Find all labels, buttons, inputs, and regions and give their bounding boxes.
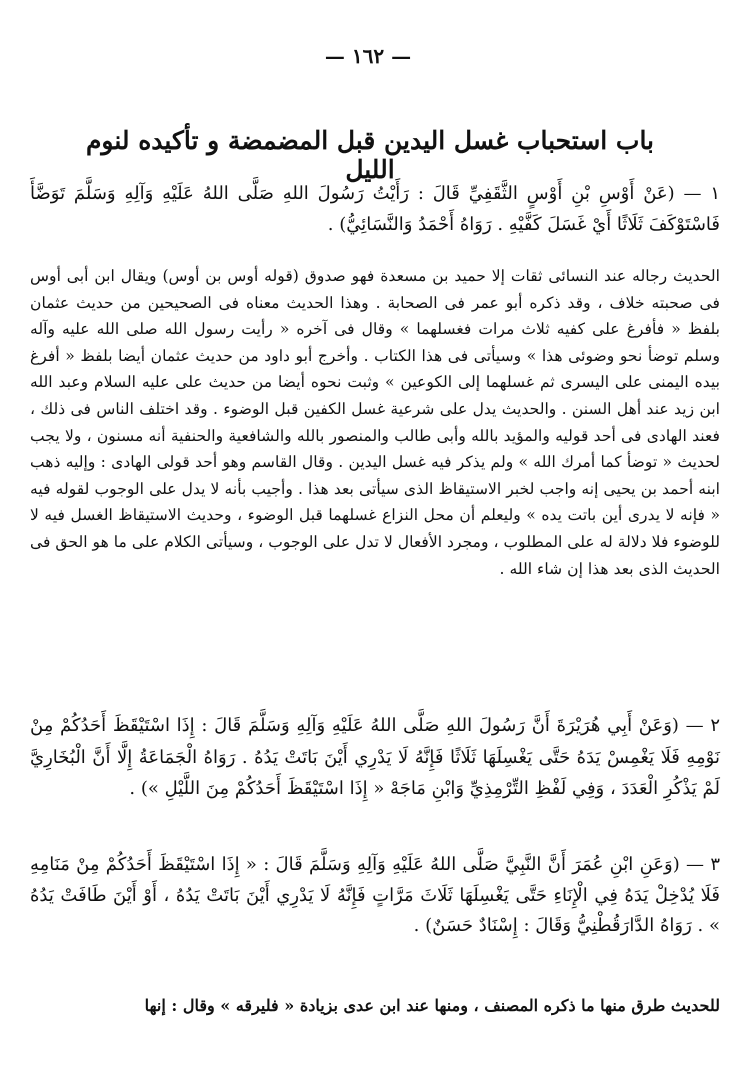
footnote-line: للحديث طرق منها ما ذكره المصنف ، ومنها عند ابن عدى بزيادة « فليرقه » وقال : إنها: [144, 996, 720, 1015]
page-number: — ١٦٢ —: [324, 44, 412, 68]
hadith-1: ١ — (عَنْ أَوْسِ بْنِ أَوْسٍ الثَّقَفِيِّ قَالَ : رَأَيْتُ رَسُولَ اللهِ صَلَّى اللهُ عَلَيْهِ وَآلِهِ وَسَلَّمَ تَوَضَّأَ فَاسْتَوْكَفَ ثَلَاثًا أَيْ غَسَلَ كَفَّيْهِ . رَوَاهُ أَحْمَدُ وَالنَّسَائِيُّ) .: [30, 183, 720, 235]
commentary-paragraph: الحديث رجاله عند النسائى ثقات إلا حميد بن مسعدة فهو صدوق (قوله أوس بن أوس) ويقال ابن أبى أوس فى صحبته خلاف ، وقد ذكره أبو عمر فى الصحابة . وهذا الحديث معناه فى الصحيحين من حديث عثمان بلفظ « فأفرغ على كفيه ثلاث مرات فغسلهما » وقال فى آخره « رأيت رسول الله صلى الله عليه وآله وسلم توضأ نحو وضوئى هذا » وسيأتى فى هذا الكتاب . وأخرج أبو داود من حديث عثمان أيضا بلفظ « أفرغ بيده اليمنى على اليسرى ثم غسلهما إلى الكوعين » وثبت نحوه أيضا من حديث على عليه السلام وعبد الله ابن زيد عند أهل السنن . والحديث يدل على شرعية غسل الكفين قبل الوضوء . وقد اختلف الناس فى ذلك ، فعند الهادى فى أحد قوليه والمؤيد بالله وأبى طالب والمنصور بالله والشافعية والحنفية أنه مسنون ، ولا يجب لحديث « توضأ كما أمرك الله » ولم يذكر فيه غسل اليدين . وقال القاسم وهو أحد قولى الهادى : وإليه ذهب ابنه أحمد بن يحيى إنه واجب لخبر الاستيقاظ الذى سيأتى بعد هذا . وأجيب بأنه لا يدل على الوجوب لقوله فيه « فإنه لا يدرى أين باتت يده » وليعلم أن محل النزاع غسلهما قبل الوضوء ، وحديث الاستيقاظ الغسل فيه لا للوضوء فلا دلالة له على المطلوب ، ومجرد الأفعال لا تدل على الوجوب ، وسيأتى الكلام على ما هو الحق فى الحديث الذى بعد هذا إن شاء الله .: [30, 267, 720, 578]
chapter-title: باب استحباب غسل اليدين قبل المضمضة و تأكيده لنوم الليل: [85, 126, 655, 184]
hadith-3: ٣ — (وَعَنِ ابْنِ عُمَرَ أَنَّ النَّبِيَّ صَلَّى اللهُ عَلَيْهِ وَآلِهِ وَسَلَّمَ قَالَ : « إِذَا اسْتَيْقَظَ أَحَدُكُمْ مِنْ مَنَامِهِ فَلَا يُدْخِلْ يَدَهُ فِي الْإِنَاءِ حَتَّى يَغْسِلَهَا ثَلَاثَ مَرَّاتٍ فَإِنَّهُ لَا يَدْرِي أَيْنَ بَاتَتْ يَدُهُ ، أَوْ أَيْنَ طَافَتْ يَدُهُ » . رَوَاهُ الدَّارَقُطْنِيُّ وَقَالَ : إِسْنَادٌ حَسَنٌ) .: [30, 854, 720, 936]
hadith-2: ٢ — (وَعَنْ أَبِي هُرَيْرَةَ أَنَّ رَسُولَ اللهِ صَلَّى اللهُ عَلَيْهِ وَآلِهِ وَسَلَّمَ قَالَ : إِذَا اسْتَيْقَظَ أَحَدُكُمْ مِنْ نَوْمِهِ فَلَا يَغْمِسْ يَدَهُ حَتَّى يَغْسِلَهَا ثَلَاثًا فَإِنَّهُ لَا يَدْرِي أَيْنَ بَاتَتْ يَدُهُ . رَوَاهُ الْجَمَاعَةُ إِلَّا أَنَّ الْبُخَارِيَّ لَمْ يَذْكُرِ الْعَدَدَ ، وَفِي لَفْظِ التِّرْمِذِيِّ وَابْنِ مَاجَهْ « إِذَا اسْتَيْقَظَ أَحَدُكُمْ مِنَ اللَّيْلِ ») .: [30, 715, 720, 799]
